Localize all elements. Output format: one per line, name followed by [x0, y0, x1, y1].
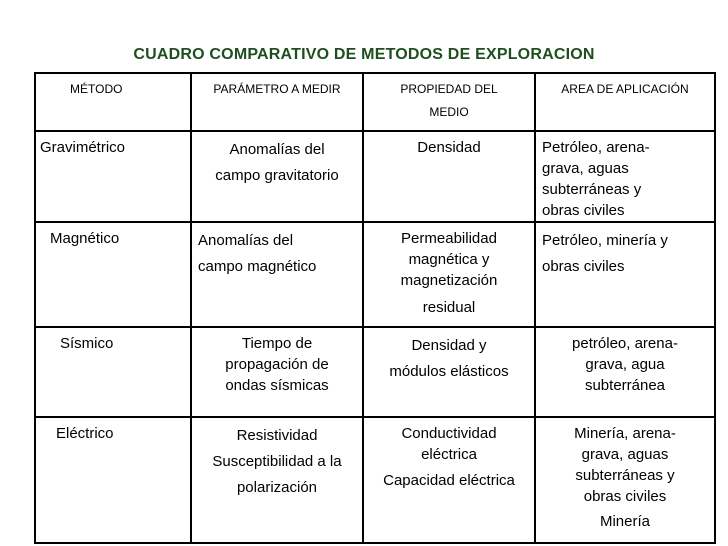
property-line: magnética y: [408, 251, 490, 268]
table-row: [35, 222, 715, 327]
header-property-medium: MEDIO: [429, 105, 469, 119]
property-cell: [363, 327, 535, 417]
comparison-table: [34, 72, 716, 544]
property-line: Permeabilidad: [401, 230, 497, 247]
page-title: CUADRO COMPARATIVO DE METODOS DE EXPLORACION: [133, 46, 595, 63]
parameter-cell: [191, 222, 363, 327]
property-line: Densidad: [417, 139, 481, 156]
table-row: [35, 417, 715, 543]
method-name: Magnético: [50, 230, 120, 247]
property-cell: [363, 222, 535, 327]
table-row: [35, 327, 715, 417]
property-cell: [363, 131, 535, 222]
property-line: eléctrica: [421, 446, 477, 463]
area-line: grava, aguas: [581, 446, 669, 463]
area-line: obras civiles: [583, 488, 667, 505]
parameter-cell: [191, 131, 363, 222]
property-line: Capacidad eléctrica: [383, 472, 515, 489]
parameter-line: ondas sísmicas: [225, 377, 329, 394]
method-name: Sísmico: [60, 335, 114, 352]
property-line: Conductividad: [401, 425, 497, 442]
table-row: [35, 131, 715, 222]
parameter-line: Anomalías del: [229, 141, 325, 158]
header-cell-method: [35, 73, 191, 131]
parameter-line: campo gravitatorio: [215, 167, 339, 184]
property-line: Densidad y: [411, 337, 487, 354]
header-row: [35, 73, 715, 131]
area-line: Petróleo, minería y: [542, 232, 668, 249]
area-line: grava, aguas: [542, 160, 629, 177]
parameter-line: Tiempo de: [241, 335, 313, 352]
area-line: petróleo, arena-: [572, 335, 678, 352]
property-cell: [363, 417, 535, 543]
area-cell: [535, 222, 715, 327]
parameter-line: polarización: [236, 479, 318, 496]
area-cell: [535, 131, 715, 222]
method-cell: [35, 131, 191, 222]
method-name: Eléctrico: [56, 425, 114, 442]
property-line: magnetización: [400, 272, 498, 289]
area-line: subterránea: [584, 377, 666, 394]
parameter-line: Resistividad: [236, 427, 318, 444]
header-parameter: PARÁMETRO A MEDIR: [213, 82, 341, 96]
area-line: subterráneas y: [575, 467, 675, 484]
method-cell: [35, 417, 191, 543]
header-area: AREA DE APLICACIÓN: [561, 82, 689, 96]
parameter-line: campo magnético: [198, 258, 317, 275]
area-line: obras civiles: [542, 202, 625, 219]
parameter-line: Anomalías del: [198, 232, 294, 249]
area-line: Petróleo, arena-: [542, 139, 650, 156]
area-line: grava, agua: [585, 356, 665, 373]
area-line: subterráneas y: [542, 181, 642, 198]
area-line: Minería, arena-: [574, 425, 676, 442]
header-cell-area: [535, 73, 715, 131]
header-cell-property: [363, 73, 535, 131]
property-line: residual: [422, 299, 476, 316]
header-property: PROPIEDAD DEL: [400, 82, 498, 96]
parameter-line: Susceptibilidad a la: [212, 453, 342, 470]
header-method: MÉTODO: [70, 82, 123, 96]
parameter-cell: [191, 417, 363, 543]
property-line: módulos elásticos: [389, 363, 509, 380]
area-cell: [535, 327, 715, 417]
method-name: Gravimétrico: [40, 139, 126, 156]
parameter-cell: [191, 327, 363, 417]
area-cell: [535, 417, 715, 543]
header-cell-parameter: [191, 73, 363, 131]
parameter-line: propagación de: [225, 356, 329, 373]
area-line: obras civiles: [542, 258, 625, 275]
method-cell: [35, 327, 191, 417]
area-line: Minería: [599, 513, 651, 530]
method-cell: [35, 222, 191, 327]
